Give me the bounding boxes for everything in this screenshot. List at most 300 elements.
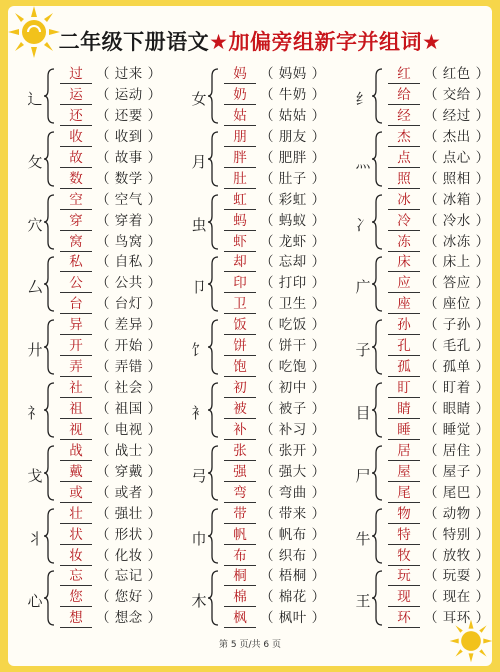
example-word: （ 妈妈 ） <box>260 66 326 82</box>
word-row <box>224 357 326 377</box>
example-word: （ 卫生 ） <box>260 296 326 313</box>
new-character: 开 <box>60 338 92 356</box>
example-word: （ 放牧 ） <box>424 547 490 564</box>
example-word: （ 特别 ） <box>424 526 490 543</box>
new-character: 却 <box>224 254 256 272</box>
brace-icon <box>42 255 56 313</box>
radical-group <box>190 504 340 568</box>
radical: 弓 <box>191 466 207 485</box>
radical-group <box>190 64 340 128</box>
example-word: （ 冰冻 ） <box>424 233 490 250</box>
new-character: 蚂 <box>224 213 256 231</box>
word-row <box>224 190 326 210</box>
brace-icon <box>42 507 56 565</box>
brace-icon <box>370 444 384 502</box>
new-character: 照 <box>388 171 420 189</box>
word-row <box>224 587 326 607</box>
word-row <box>224 336 326 356</box>
brace-icon <box>42 130 56 188</box>
word-row <box>60 169 162 189</box>
new-character: 环 <box>388 610 420 628</box>
example-word: （ 牛奶 ） <box>260 87 326 103</box>
word-row <box>224 483 326 503</box>
example-word: （ 座位 ） <box>424 296 490 313</box>
word-row <box>388 273 490 293</box>
radical: 王 <box>355 592 371 611</box>
radical-group <box>190 252 340 316</box>
example-word: （ 想念 ） <box>96 610 162 627</box>
new-character: 孔 <box>388 338 420 356</box>
radical-group <box>190 441 340 505</box>
new-character: 运 <box>60 87 92 105</box>
new-character: 张 <box>224 443 256 461</box>
new-character: 盯 <box>388 380 420 398</box>
example-word: （ 梧桐 ） <box>260 568 326 585</box>
new-character: 被 <box>224 401 256 419</box>
word-row <box>60 441 162 461</box>
new-character: 想 <box>60 610 92 628</box>
example-word: （ 数学 ） <box>96 170 162 187</box>
example-word: （ 答应 ） <box>424 275 490 292</box>
word-row <box>224 566 326 586</box>
word-row <box>224 106 326 126</box>
word-row <box>60 378 162 398</box>
example-word: （ 居住 ） <box>424 442 490 459</box>
radical-group <box>26 252 176 316</box>
example-word: （ 玩耍 ） <box>424 568 490 585</box>
radical-group <box>26 127 176 191</box>
example-word: （ 龙虾 ） <box>260 233 326 250</box>
example-word: （ 台灯 ） <box>96 296 162 313</box>
example-word: （ 自私 ） <box>96 254 162 271</box>
example-word: （ 尾巴 ） <box>424 484 490 501</box>
new-character: 居 <box>388 443 420 461</box>
word-row <box>388 106 490 126</box>
example-word: （ 现在 ） <box>424 589 490 606</box>
example-word: （ 初中 ） <box>260 380 326 396</box>
new-character: 虾 <box>224 234 256 252</box>
word-row <box>60 85 162 105</box>
new-character: 睛 <box>388 401 420 419</box>
new-character: 补 <box>224 422 256 440</box>
new-character: 还 <box>60 108 92 126</box>
word-row <box>388 85 490 105</box>
example-word: （ 彩虹 ） <box>260 191 326 208</box>
new-character: 现 <box>388 589 420 607</box>
new-character: 台 <box>60 296 92 314</box>
new-character: 忘 <box>60 568 92 586</box>
example-word: （ 盯着 ） <box>424 380 490 396</box>
example-word: （ 子孙 ） <box>424 317 490 334</box>
brace-icon <box>206 507 220 565</box>
example-word: （ 点心 ） <box>424 149 490 166</box>
word-row <box>388 169 490 189</box>
example-word: （ 化妆 ） <box>96 547 162 564</box>
word-row <box>388 252 490 272</box>
brace-icon <box>370 569 384 627</box>
brace-icon <box>370 507 384 565</box>
new-character: 强 <box>224 464 256 482</box>
radical-group <box>190 315 340 379</box>
new-character: 收 <box>60 129 92 147</box>
word-row <box>60 608 162 628</box>
example-word: （ 睡觉 ） <box>424 422 490 438</box>
brace-icon <box>206 130 220 188</box>
page-number: 第 5 页/共 6 页 <box>219 640 281 650</box>
new-character: 应 <box>388 275 420 293</box>
brace-icon <box>370 67 384 125</box>
radical: 月 <box>191 152 207 171</box>
example-word: （ 战士 ） <box>96 442 162 459</box>
radical: 木 <box>191 592 207 611</box>
new-character: 杰 <box>388 129 420 147</box>
new-character: 卫 <box>224 296 256 314</box>
new-character: 孤 <box>388 359 420 377</box>
radical-group <box>26 315 176 379</box>
word-row <box>388 420 490 440</box>
new-character: 经 <box>388 108 420 126</box>
radical: 冫 <box>355 215 371 234</box>
example-word: （ 开始 ） <box>96 338 162 355</box>
radical: 戈 <box>27 466 43 485</box>
word-row <box>224 169 326 189</box>
title-grade: 二年级下册语文 <box>58 30 210 54</box>
radical-group <box>26 441 176 505</box>
word-row <box>60 294 162 314</box>
brace-icon <box>206 318 220 376</box>
word-row <box>60 127 162 147</box>
new-character: 私 <box>60 254 92 272</box>
word-row <box>224 232 326 252</box>
brace-icon <box>370 381 384 439</box>
example-word: （ 被子 ） <box>260 401 326 417</box>
radical: 纟 <box>355 90 371 108</box>
example-word: （ 朋友 ） <box>260 128 326 145</box>
radical-group <box>190 190 340 254</box>
word-row <box>60 106 162 126</box>
new-character: 孙 <box>388 317 420 335</box>
radical: 广 <box>355 278 371 297</box>
example-word: （ 耳环 ） <box>424 610 490 627</box>
radical-group <box>26 190 176 254</box>
new-character: 玩 <box>388 568 420 586</box>
new-character: 视 <box>60 422 92 440</box>
example-word: （ 肥胖 ） <box>260 149 326 166</box>
example-word: （ 饼干 ） <box>260 338 326 355</box>
word-row <box>224 420 326 440</box>
new-character: 数 <box>60 171 92 189</box>
word-row <box>60 399 162 419</box>
new-character: 状 <box>60 527 92 545</box>
new-character: 枫 <box>224 610 256 628</box>
radical-group <box>26 504 176 568</box>
radical-group <box>26 378 176 442</box>
word-row <box>224 525 326 545</box>
example-word: （ 枫叶 ） <box>260 610 326 627</box>
word-row <box>388 64 490 84</box>
example-word: （ 运动 ） <box>96 87 162 103</box>
example-word: （ 过来 ） <box>96 66 162 82</box>
example-word: （ 姑姑 ） <box>260 108 326 124</box>
word-row <box>224 441 326 461</box>
word-row <box>60 232 162 252</box>
new-character: 您 <box>60 589 92 607</box>
radical: 穴 <box>27 215 43 234</box>
example-word: （ 带来 ） <box>260 505 326 522</box>
brace-icon <box>206 67 220 125</box>
example-word: （ 红色 ） <box>424 66 490 82</box>
word-row <box>388 587 490 607</box>
word-row <box>388 566 490 586</box>
example-word: （ 忘却 ） <box>260 254 326 271</box>
word-row <box>388 294 490 314</box>
word-row <box>60 64 162 84</box>
word-row <box>224 85 326 105</box>
radical-group <box>354 504 500 568</box>
brace-icon <box>42 569 56 627</box>
word-row <box>60 462 162 482</box>
example-word: （ 电视 ） <box>96 422 162 438</box>
new-character: 戴 <box>60 464 92 482</box>
radical-group <box>354 190 500 254</box>
word-row <box>388 378 490 398</box>
example-word: （ 您好 ） <box>96 589 162 606</box>
new-character: 过 <box>60 66 92 84</box>
word-row <box>388 211 490 231</box>
new-character: 妈 <box>224 66 256 84</box>
new-character: 冷 <box>388 213 420 231</box>
word-row <box>388 504 490 524</box>
word-row <box>388 190 490 210</box>
new-character: 饼 <box>224 338 256 356</box>
radical-group <box>26 64 176 128</box>
new-character: 床 <box>388 254 420 272</box>
example-word: （ 毛孔 ） <box>424 338 490 355</box>
word-row <box>224 211 326 231</box>
brace-icon <box>42 67 56 125</box>
word-row <box>60 148 162 168</box>
example-word: （ 经过 ） <box>424 108 490 124</box>
example-word: （ 形状 ） <box>96 526 162 543</box>
word-row <box>60 546 162 566</box>
example-word: （ 冷水 ） <box>424 212 490 229</box>
radical-group <box>190 127 340 191</box>
word-row <box>60 357 162 377</box>
new-character: 冰 <box>388 192 420 210</box>
new-character: 红 <box>388 66 420 84</box>
new-character: 姑 <box>224 108 256 126</box>
example-word: （ 或者 ） <box>96 484 162 501</box>
word-row <box>60 483 162 503</box>
example-word: （ 照相 ） <box>424 170 490 187</box>
brace-icon <box>370 255 384 313</box>
new-character: 窝 <box>60 234 92 252</box>
example-word: （ 蚂蚁 ） <box>260 212 326 229</box>
new-character: 妆 <box>60 548 92 566</box>
radical-group <box>354 378 500 442</box>
word-row <box>224 64 326 84</box>
new-character: 奶 <box>224 87 256 105</box>
word-row <box>388 127 490 147</box>
radical: 廾 <box>27 341 43 360</box>
example-word: （ 忘记 ） <box>96 568 162 585</box>
new-character: 点 <box>388 150 420 168</box>
brace-icon <box>206 569 220 627</box>
word-row <box>388 148 490 168</box>
example-word: （ 棉花 ） <box>260 589 326 606</box>
new-character: 壮 <box>60 506 92 524</box>
word-row <box>224 504 326 524</box>
radical: 灬 <box>355 152 371 171</box>
example-word: （ 公共 ） <box>96 275 162 292</box>
new-character: 印 <box>224 275 256 293</box>
new-character: 肚 <box>224 171 256 189</box>
new-character: 棉 <box>224 589 256 607</box>
word-row <box>388 546 490 566</box>
word-row <box>60 273 162 293</box>
word-row <box>224 273 326 293</box>
example-word: （ 强壮 ） <box>96 505 162 522</box>
word-row <box>60 252 162 272</box>
word-row <box>60 525 162 545</box>
radical-group <box>354 566 500 630</box>
example-word: （ 肚子 ） <box>260 170 326 187</box>
new-character: 物 <box>388 506 420 524</box>
word-row <box>60 336 162 356</box>
radical: 礻 <box>27 404 43 422</box>
word-row <box>388 399 490 419</box>
new-character: 朋 <box>224 129 256 147</box>
example-word: （ 弄错 ） <box>96 359 162 376</box>
radical-group <box>354 315 500 379</box>
example-word: （ 织布 ） <box>260 547 326 564</box>
radical: 饣 <box>191 341 207 360</box>
word-row <box>388 441 490 461</box>
radical-group <box>26 566 176 630</box>
radical-group <box>190 566 340 630</box>
radical: 卩 <box>191 278 207 297</box>
new-character: 桐 <box>224 568 256 586</box>
radical-group <box>354 252 500 316</box>
word-row <box>224 378 326 398</box>
example-word: （ 床上 ） <box>424 254 490 271</box>
example-word: （ 动物 ） <box>424 505 490 522</box>
example-word: （ 吃饱 ） <box>260 359 326 376</box>
title-task: ★加偏旁组新字并组词★ <box>209 30 442 54</box>
example-word: （ 帆布 ） <box>260 526 326 543</box>
brace-icon <box>206 255 220 313</box>
word-row <box>224 148 326 168</box>
brace-icon <box>206 381 220 439</box>
brace-icon <box>370 318 384 376</box>
radical: 牛 <box>355 529 371 548</box>
word-row <box>224 294 326 314</box>
word-row <box>224 546 326 566</box>
radical: 巾 <box>191 529 207 548</box>
example-word: （ 杰出 ） <box>424 128 490 145</box>
new-character: 带 <box>224 506 256 524</box>
new-character: 故 <box>60 150 92 168</box>
word-row <box>388 525 490 545</box>
word-row <box>224 462 326 482</box>
example-word: （ 社会 ） <box>96 380 162 396</box>
brace-icon <box>42 193 56 251</box>
example-word: （ 收到 ） <box>96 128 162 145</box>
word-row <box>388 336 490 356</box>
example-word: （ 冰箱 ） <box>424 191 490 208</box>
new-character: 饱 <box>224 359 256 377</box>
new-character: 尾 <box>388 485 420 503</box>
radical: 尸 <box>355 466 371 485</box>
brace-icon <box>42 318 56 376</box>
example-word: （ 差异 ） <box>96 317 162 334</box>
brace-icon <box>42 381 56 439</box>
example-word: （ 张开 ） <box>260 442 326 459</box>
word-row <box>388 462 490 482</box>
brace-icon <box>206 193 220 251</box>
word-row <box>388 232 490 252</box>
example-word: （ 眼睛 ） <box>424 401 490 417</box>
word-row <box>224 315 326 335</box>
word-row <box>388 483 490 503</box>
word-row <box>224 608 326 628</box>
example-word: （ 穿着 ） <box>96 212 162 229</box>
radical: 女 <box>191 90 207 108</box>
brace-icon <box>42 444 56 502</box>
radical: 心 <box>27 592 43 611</box>
example-word: （ 故事 ） <box>96 149 162 166</box>
new-character: 战 <box>60 443 92 461</box>
new-character: 空 <box>60 192 92 210</box>
brace-icon <box>370 130 384 188</box>
example-word: （ 打印 ） <box>260 275 326 292</box>
brace-icon <box>370 193 384 251</box>
new-character: 特 <box>388 527 420 545</box>
radical: 子 <box>355 341 371 360</box>
example-word: （ 穿戴 ） <box>96 463 162 480</box>
new-character: 屋 <box>388 464 420 482</box>
word-row <box>60 190 162 210</box>
word-row <box>60 504 162 524</box>
word-row <box>224 399 326 419</box>
example-word: （ 弯曲 ） <box>260 484 326 501</box>
radical: 衤 <box>191 404 207 422</box>
word-row <box>224 127 326 147</box>
example-word: （ 补习 ） <box>260 422 326 438</box>
new-character: 弯 <box>224 485 256 503</box>
word-row <box>60 566 162 586</box>
example-word: （ 交给 ） <box>424 87 490 103</box>
word-row <box>60 420 162 440</box>
word-row <box>224 252 326 272</box>
radical-group <box>354 127 500 191</box>
word-row <box>388 315 490 335</box>
new-character: 弄 <box>60 359 92 377</box>
new-character: 祖 <box>60 401 92 419</box>
new-character: 饭 <box>224 317 256 335</box>
new-character: 异 <box>60 317 92 335</box>
brace-icon <box>206 444 220 502</box>
radical-group <box>354 441 500 505</box>
word-row <box>60 315 162 335</box>
example-word: （ 还要 ） <box>96 108 162 124</box>
new-character: 穿 <box>60 213 92 231</box>
new-character: 或 <box>60 485 92 503</box>
new-character: 睡 <box>388 422 420 440</box>
new-character: 帆 <box>224 527 256 545</box>
new-character: 冻 <box>388 234 420 252</box>
new-character: 初 <box>224 380 256 398</box>
